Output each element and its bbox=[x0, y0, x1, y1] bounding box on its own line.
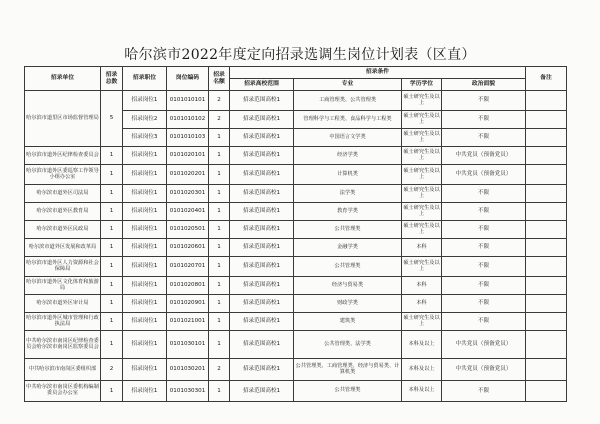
unit-cell: 哈尔滨市道外区城市管理和行政执法局 bbox=[25, 313, 101, 331]
politics-cell: 不限 bbox=[442, 257, 526, 277]
code-cell: 0101030301 bbox=[167, 381, 209, 402]
count-cell: 1 bbox=[209, 381, 230, 402]
scope-cell: 招录范围高校1 bbox=[230, 277, 294, 295]
position-cell: 招录岗位1 bbox=[123, 185, 167, 203]
total-cell: 1 bbox=[101, 257, 123, 277]
unit-cell: 哈尔滨市道外区教育局 bbox=[25, 203, 101, 221]
header-unit: 招录单位 bbox=[25, 67, 101, 91]
header-degree: 学历学位 bbox=[402, 79, 442, 91]
remark-cell bbox=[526, 165, 567, 185]
count-cell: 2 bbox=[209, 111, 230, 129]
table-row bbox=[25, 381, 567, 402]
table-body bbox=[25, 91, 567, 402]
position-cell: 招录岗位1 bbox=[123, 331, 167, 359]
remark-cell bbox=[526, 331, 567, 359]
code-cell: 0101010103 bbox=[167, 129, 209, 147]
politics-cell: 不限 bbox=[442, 185, 526, 203]
politics-cell: 不限 bbox=[442, 203, 526, 221]
position-cell: 招录岗位1 bbox=[123, 239, 167, 257]
total-cell: 1 bbox=[101, 277, 123, 295]
major-cell: 工商管理类、公共管理类 bbox=[294, 91, 402, 111]
total-cell: 1 bbox=[101, 313, 123, 331]
major-cell: 建筑类 bbox=[294, 313, 402, 331]
total-cell: 1 bbox=[101, 295, 123, 313]
count-cell: 1 bbox=[209, 221, 230, 239]
position-cell: 招录岗位1 bbox=[123, 359, 167, 381]
count-cell: 2 bbox=[209, 359, 230, 381]
header-politics: 政治面貌 bbox=[442, 79, 526, 91]
major-cell: 中国语言文学类 bbox=[294, 129, 402, 147]
position-plan-table bbox=[24, 66, 567, 402]
header-total: 招录 总数 bbox=[101, 67, 123, 91]
header-code: 岗位编码 bbox=[167, 67, 209, 91]
remark-cell bbox=[526, 147, 567, 165]
total-cell: 1 bbox=[101, 185, 123, 203]
degree-cell: 本科及以上 bbox=[402, 331, 442, 359]
scope-cell: 招录范围高校1 bbox=[230, 111, 294, 129]
major-cell: 教育学类 bbox=[294, 203, 402, 221]
header-position: 招录职位 bbox=[123, 67, 167, 91]
table-row bbox=[25, 277, 567, 295]
code-cell: 0101020601 bbox=[167, 239, 209, 257]
politics-cell: 不限 bbox=[442, 313, 526, 331]
table-row bbox=[25, 257, 567, 277]
unit-cell: 哈尔滨市道外区民政局 bbox=[25, 221, 101, 239]
table-row bbox=[25, 165, 567, 185]
remark-cell bbox=[526, 313, 567, 331]
code-cell: 0101020301 bbox=[167, 185, 209, 203]
degree-cell: 硕士研究生及以上 bbox=[402, 185, 442, 203]
header-scope: 招录高校范围 bbox=[230, 79, 294, 91]
scope-cell: 招录范围高校1 bbox=[230, 203, 294, 221]
code-cell: 0101010102 bbox=[167, 111, 209, 129]
degree-cell: 本科 bbox=[402, 295, 442, 313]
major-cell: 公共管理类 bbox=[294, 381, 402, 402]
table-row bbox=[25, 313, 567, 331]
code-cell: 0101020401 bbox=[167, 203, 209, 221]
count-cell: 1 bbox=[209, 277, 230, 295]
unit-cell: 哈尔滨市道外区文化体育和旅游局 bbox=[25, 277, 101, 295]
count-cell: 1 bbox=[209, 129, 230, 147]
total-cell: 1 bbox=[101, 165, 123, 185]
remark-cell bbox=[526, 129, 567, 147]
header-major: 专业 bbox=[294, 79, 402, 91]
major-cell: 法学类 bbox=[294, 185, 402, 203]
count-cell: 1 bbox=[209, 203, 230, 221]
scope-cell: 招录范围高校1 bbox=[230, 257, 294, 277]
degree-cell: 硕士研究生及以上 bbox=[402, 313, 442, 331]
total-cell: 2 bbox=[101, 359, 123, 381]
count-cell: 1 bbox=[209, 295, 230, 313]
total-cell: 1 bbox=[101, 331, 123, 359]
code-cell: 0101021001 bbox=[167, 313, 209, 331]
total-cell: 1 bbox=[101, 203, 123, 221]
position-cell: 招录岗位1 bbox=[123, 165, 167, 185]
remark-cell bbox=[526, 239, 567, 257]
unit-cell: 哈尔滨市道外区纪律检查委员会 bbox=[25, 147, 101, 165]
degree-cell: 硕士研究生及以上 bbox=[402, 257, 442, 277]
header-conditions: 招录条件 bbox=[230, 67, 526, 79]
total-cell: 1 bbox=[101, 239, 123, 257]
major-cell: 计算机类 bbox=[294, 165, 402, 185]
remark-cell bbox=[526, 295, 567, 313]
degree-cell: 硕士研究生及以上 bbox=[402, 129, 442, 147]
code-cell: 0101020701 bbox=[167, 257, 209, 277]
position-cell: 招录岗位2 bbox=[123, 111, 167, 129]
code-cell: 0101030101 bbox=[167, 331, 209, 359]
scope-cell: 招录范围高校1 bbox=[230, 91, 294, 111]
major-cell: 经济与贸易类 bbox=[294, 277, 402, 295]
politics-cell: 中共党员（预备党员） bbox=[442, 147, 526, 165]
unit-cell: 中共哈尔滨市南岗区纪律检查委员会哈尔滨市南岗区监察委员会 bbox=[25, 331, 101, 359]
unit-cell: 哈尔滨市道里区市场监督管理局 bbox=[25, 91, 101, 147]
remark-cell bbox=[526, 381, 567, 402]
remark-cell bbox=[526, 185, 567, 203]
politics-cell: 不限 bbox=[442, 129, 526, 147]
table-row bbox=[25, 203, 567, 221]
scope-cell: 招录范围高校1 bbox=[230, 359, 294, 381]
header-remark: 备注 bbox=[526, 67, 567, 91]
degree-cell: 硕士研究生及以上 bbox=[402, 221, 442, 239]
unit-cell: 哈尔滨市道外区委巡察工作领导小组办公室 bbox=[25, 165, 101, 185]
politics-cell: 不限 bbox=[442, 277, 526, 295]
degree-cell: 硕士研究生及以上 bbox=[402, 91, 442, 111]
remark-cell bbox=[526, 277, 567, 295]
document-title: 哈尔滨市2022年度定向招录选调生岗位计划表（区直） bbox=[124, 47, 476, 63]
major-cell: 管理科学与工程类、食品科学与工程类 bbox=[294, 111, 402, 129]
scope-cell: 招录范围高校1 bbox=[230, 239, 294, 257]
degree-cell: 本科及以上 bbox=[402, 359, 442, 381]
degree-cell: 本科及以上 bbox=[402, 381, 442, 402]
header-count: 招录 名额 bbox=[209, 67, 230, 91]
major-cell: 公共管理类 bbox=[294, 221, 402, 239]
position-cell: 招录岗位1 bbox=[123, 91, 167, 111]
major-cell: 公共管理类 bbox=[294, 257, 402, 277]
politics-cell: 不限 bbox=[442, 111, 526, 129]
code-cell: 0101020501 bbox=[167, 221, 209, 239]
remark-cell bbox=[526, 91, 567, 111]
degree-cell: 硕士研究生及以上 bbox=[402, 203, 442, 221]
scope-cell: 招录范围高校1 bbox=[230, 381, 294, 402]
major-cell: 财政学类 bbox=[294, 295, 402, 313]
remark-cell bbox=[526, 221, 567, 239]
degree-cell: 硕士研究生及以上 bbox=[402, 147, 442, 165]
count-cell: 1 bbox=[209, 239, 230, 257]
total-cell: 1 bbox=[101, 381, 123, 402]
scope-cell: 招录范围高校1 bbox=[230, 313, 294, 331]
position-cell: 招录岗位3 bbox=[123, 129, 167, 147]
position-cell: 招录岗位1 bbox=[123, 221, 167, 239]
unit-cell: 中共哈尔滨市南岗区委组织部 bbox=[25, 359, 101, 381]
table-row bbox=[25, 91, 567, 111]
remark-cell bbox=[526, 257, 567, 277]
remark-cell bbox=[526, 203, 567, 221]
politics-cell: 中共党员（预备党员） bbox=[442, 165, 526, 185]
scope-cell: 招录范围高校1 bbox=[230, 295, 294, 313]
major-cell: 金融学类 bbox=[294, 239, 402, 257]
total-cell: 1 bbox=[101, 221, 123, 239]
unit-cell: 哈尔滨市道外区审计局 bbox=[25, 295, 101, 313]
table-row bbox=[25, 295, 567, 313]
position-cell: 招录岗位1 bbox=[123, 295, 167, 313]
code-cell: 0101020801 bbox=[167, 277, 209, 295]
count-cell: 2 bbox=[209, 91, 230, 111]
scope-cell: 招录范围高校1 bbox=[230, 221, 294, 239]
major-cell: 公共管理类、工商管理类、经济与贸易类、计算机类 bbox=[294, 359, 402, 381]
code-cell: 0101010101 bbox=[167, 91, 209, 111]
remark-cell bbox=[526, 111, 567, 129]
degree-cell: 本科 bbox=[402, 239, 442, 257]
politics-cell: 不限 bbox=[442, 221, 526, 239]
count-cell: 1 bbox=[209, 257, 230, 277]
position-cell: 招录岗位1 bbox=[123, 313, 167, 331]
count-cell: 1 bbox=[209, 185, 230, 203]
total-cell: 1 bbox=[101, 147, 123, 165]
table-row bbox=[25, 147, 567, 165]
politics-cell: 不限 bbox=[442, 239, 526, 257]
scope-cell: 招录范围高校1 bbox=[230, 129, 294, 147]
code-cell: 0101020101 bbox=[167, 147, 209, 165]
politics-cell: 不限 bbox=[442, 91, 526, 111]
table-row bbox=[25, 221, 567, 239]
degree-cell: 本科 bbox=[402, 277, 442, 295]
scope-cell: 招录范围高校1 bbox=[230, 165, 294, 185]
count-cell: 1 bbox=[209, 313, 230, 331]
unit-cell: 中共哈尔滨市南岗区委机构编制委员会办公室 bbox=[25, 381, 101, 402]
degree-cell: 硕士研究生及以上 bbox=[402, 111, 442, 129]
remark-cell bbox=[526, 359, 567, 381]
code-cell: 0101020901 bbox=[167, 295, 209, 313]
unit-cell: 哈尔滨市道外区司法局 bbox=[25, 185, 101, 203]
unit-cell: 哈尔滨市道外区发展和改革局 bbox=[25, 239, 101, 257]
table-row bbox=[25, 185, 567, 203]
position-cell: 招录岗位1 bbox=[123, 257, 167, 277]
politics-cell: 中共党员（预备党员） bbox=[442, 331, 526, 359]
table-row bbox=[25, 239, 567, 257]
code-cell: 0101030201 bbox=[167, 359, 209, 381]
major-cell: 公共管理类、法学类 bbox=[294, 331, 402, 359]
position-cell: 招录岗位1 bbox=[123, 203, 167, 221]
count-cell: 1 bbox=[209, 331, 230, 359]
total-cell: 5 bbox=[101, 91, 123, 147]
code-cell: 0101020201 bbox=[167, 165, 209, 185]
table-row bbox=[25, 359, 567, 381]
table-row bbox=[25, 331, 567, 359]
politics-cell: 中共党员（预备党员） bbox=[442, 359, 526, 381]
position-cell: 招录岗位1 bbox=[123, 277, 167, 295]
politics-cell: 不限 bbox=[442, 295, 526, 313]
unit-cell: 哈尔滨市道外区人力资源和社会保障局 bbox=[25, 257, 101, 277]
degree-cell: 硕士研究生及以上 bbox=[402, 165, 442, 185]
count-cell: 1 bbox=[209, 165, 230, 185]
major-cell: 经济学类 bbox=[294, 147, 402, 165]
scope-cell: 招录范围高校1 bbox=[230, 185, 294, 203]
scope-cell: 招录范围高校1 bbox=[230, 331, 294, 359]
politics-cell: 不限 bbox=[442, 381, 526, 402]
scope-cell: 招录范围高校1 bbox=[230, 147, 294, 165]
count-cell: 1 bbox=[209, 147, 230, 165]
position-cell: 招录岗位1 bbox=[123, 381, 167, 402]
position-cell: 招录岗位1 bbox=[123, 147, 167, 165]
